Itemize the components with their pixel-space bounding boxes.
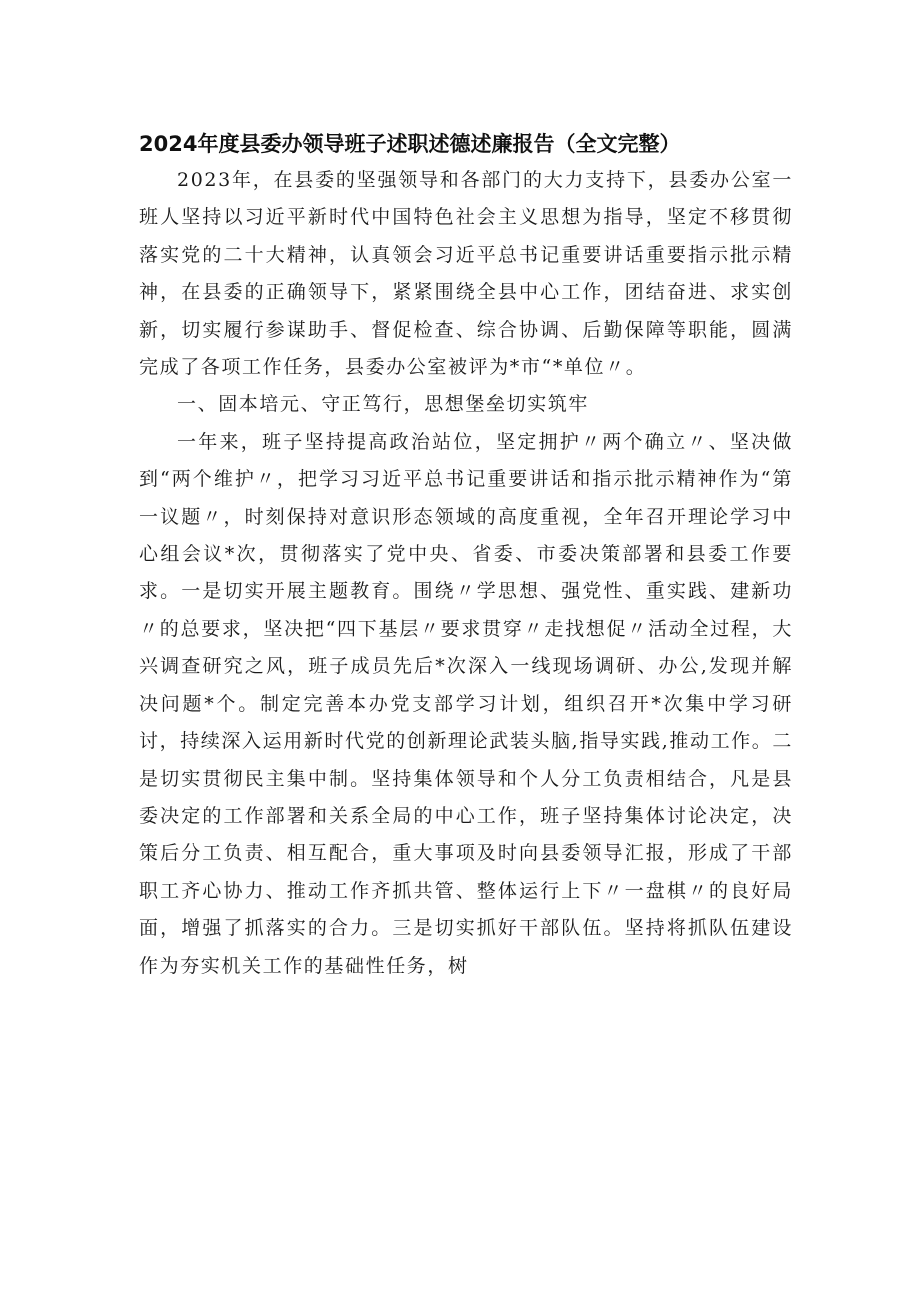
document-title: 2024年度县委办领导班子述职述德述廉报告（全文完整） [139, 132, 681, 156]
section-heading-1: 一、固本培元、守正笃行，思想堡垒切实筑牢 [177, 393, 590, 416]
paragraph-intro: 2023年，在县委的坚强领导和各部门的大力支持下，县委办公室一班人坚持以习近平新时代中国特色社会主义思想为指导，坚定不移贯彻落实党的二十大精神，认真领会习近平总书记重要讲话重要指示批示精神，在县委的正确领导下，紧紧围绕全县中心工作，团结奋进、求实创新，切实履行参谋助手、督促检查、综合协调、后勤保障等职能，圆满完成了各项工作任务，县委办公室被评为*市“*单位〃。 [139, 169, 793, 379]
paragraph-section-1: 一年来，班子坚持提高政治站位，坚定拥护〃两个确立〃、坚决做到“两个维护〃，把学习习近平总书记重要讲话和指示批示精神作为“第一议题〃，时刻保持对意识形态领域的高度重视，全年召开理论学习中心组会议*次，贯彻落实了党中央、省委、市委决策部署和县委工作要求。一是切实开展主题教育。围绕〃学思想、强党性、重实践、建新功〃的总要求，坚决把“四下基层〃要求贯穿〃走找想促〃活动全过程，大兴调查研究之风，班子成员先后*次深入一线现场调研、办公,发现并解决问题*个。制定完善本办党支部学习计划，组织召开*次集中学习研讨，持续深入运用新时代党的创新理论武装头脑,指导实践,推动工作。二是切实贯彻民主集中制。坚持集体领导和个人分工负责相结合，凡是县委决定的工作部署和关系全局的中心工作，班子坚持集体讨论决定，决策后分工负责、相互配合，重大事项及时向县委领导汇报，形成了干部职工齐心协力、推动工作齐抓共管、整体运行上下〃一盘棋〃的良好局面，增强了抓落实的合力。三是切实抓好干部队伍。坚持将抓队伍建设作为夯实机关工作的基础性任务，树 [139, 430, 793, 977]
document-body [139, 162, 793, 985]
